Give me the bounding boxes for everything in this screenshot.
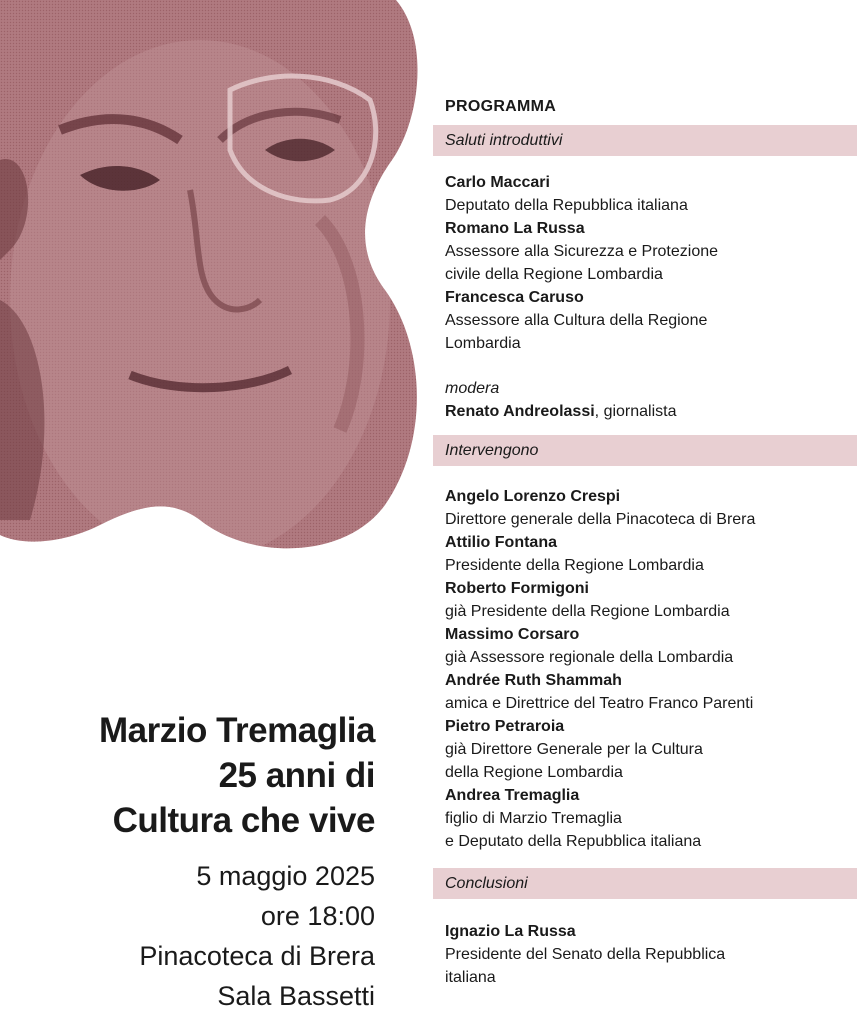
speaker-role: e Deputato della Repubblica italiana [445, 833, 702, 850]
section-entries [433, 156, 857, 423]
speaker-name: Attilio Fontana [445, 534, 557, 551]
event-venue: Pinacoteca di Brera [139, 941, 375, 971]
event-time: ore 18:00 [260, 901, 375, 931]
section-entries [433, 466, 857, 853]
event-room: Sala Bassetti [217, 981, 375, 1011]
speaker-role: già Assessore regionale della Lombardia [445, 649, 734, 666]
speaker-name: Francesca Caruso [445, 289, 584, 306]
speaker-name: Ignazio La Russa [445, 923, 576, 940]
event-info [0, 708, 375, 1016]
speaker-role: civile della Regione Lombardia [445, 266, 663, 283]
section-entries [433, 899, 857, 989]
section-title: Saluti introduttivi [433, 125, 857, 156]
event-title-line-2: 25 anni di [218, 756, 375, 795]
speaker-name: Romano La Russa [445, 220, 585, 237]
speaker-name: Pietro Petraroia [445, 718, 565, 735]
speaker-name: Roberto Formigoni [445, 580, 589, 597]
speaker-name: Angelo Lorenzo Crespi [445, 488, 621, 505]
speaker-role: Presidente della Regione Lombardia [445, 557, 704, 574]
speaker-role: della Regione Lombardia [445, 764, 623, 781]
speaker-role: Assessore alla Cultura della Regione [445, 312, 708, 329]
event-title-line-3: Cultura che vive [112, 801, 375, 840]
moderator-label: modera [445, 380, 500, 397]
moderator-line [445, 400, 857, 423]
section-title: Intervengono [433, 435, 857, 466]
speaker-role: già Presidente della Regione Lombardia [445, 603, 730, 620]
speaker-name: Carlo Maccari [445, 174, 550, 191]
program-heading: PROGRAMMA [445, 98, 557, 115]
program [433, 93, 857, 989]
event-title-line-1: Marzio Tremaglia [99, 711, 375, 750]
speaker-name: Massimo Corsaro [445, 626, 580, 643]
portrait-image [0, 0, 420, 550]
moderator-name: Renato Andreolassi [445, 403, 595, 420]
speaker-role: italiana [445, 969, 496, 986]
speaker-role: Assessore alla Sicurezza e Protezione [445, 243, 719, 260]
moderator-role: , giornalista [594, 403, 677, 420]
speaker-role: amica e Direttrice del Teatro Franco Parenti [445, 695, 754, 712]
event-date: 5 maggio 2025 [196, 861, 375, 891]
speaker-role: Deputato della Repubblica italiana [445, 197, 688, 214]
speaker-name: Andrée Ruth Shammah [445, 672, 622, 689]
speaker-role: figlio di Marzio Tremaglia [445, 810, 622, 827]
speaker-name: Andrea Tremaglia [445, 787, 580, 804]
speaker-role: già Direttore Generale per la Cultura [445, 741, 703, 758]
speaker-role: Lombardia [445, 335, 521, 352]
speaker-role: Direttore generale della Pinacoteca di Brera [445, 511, 756, 528]
speaker-role: Presidente del Senato della Repubblica [445, 946, 726, 963]
section-title: Conclusioni [433, 868, 857, 899]
